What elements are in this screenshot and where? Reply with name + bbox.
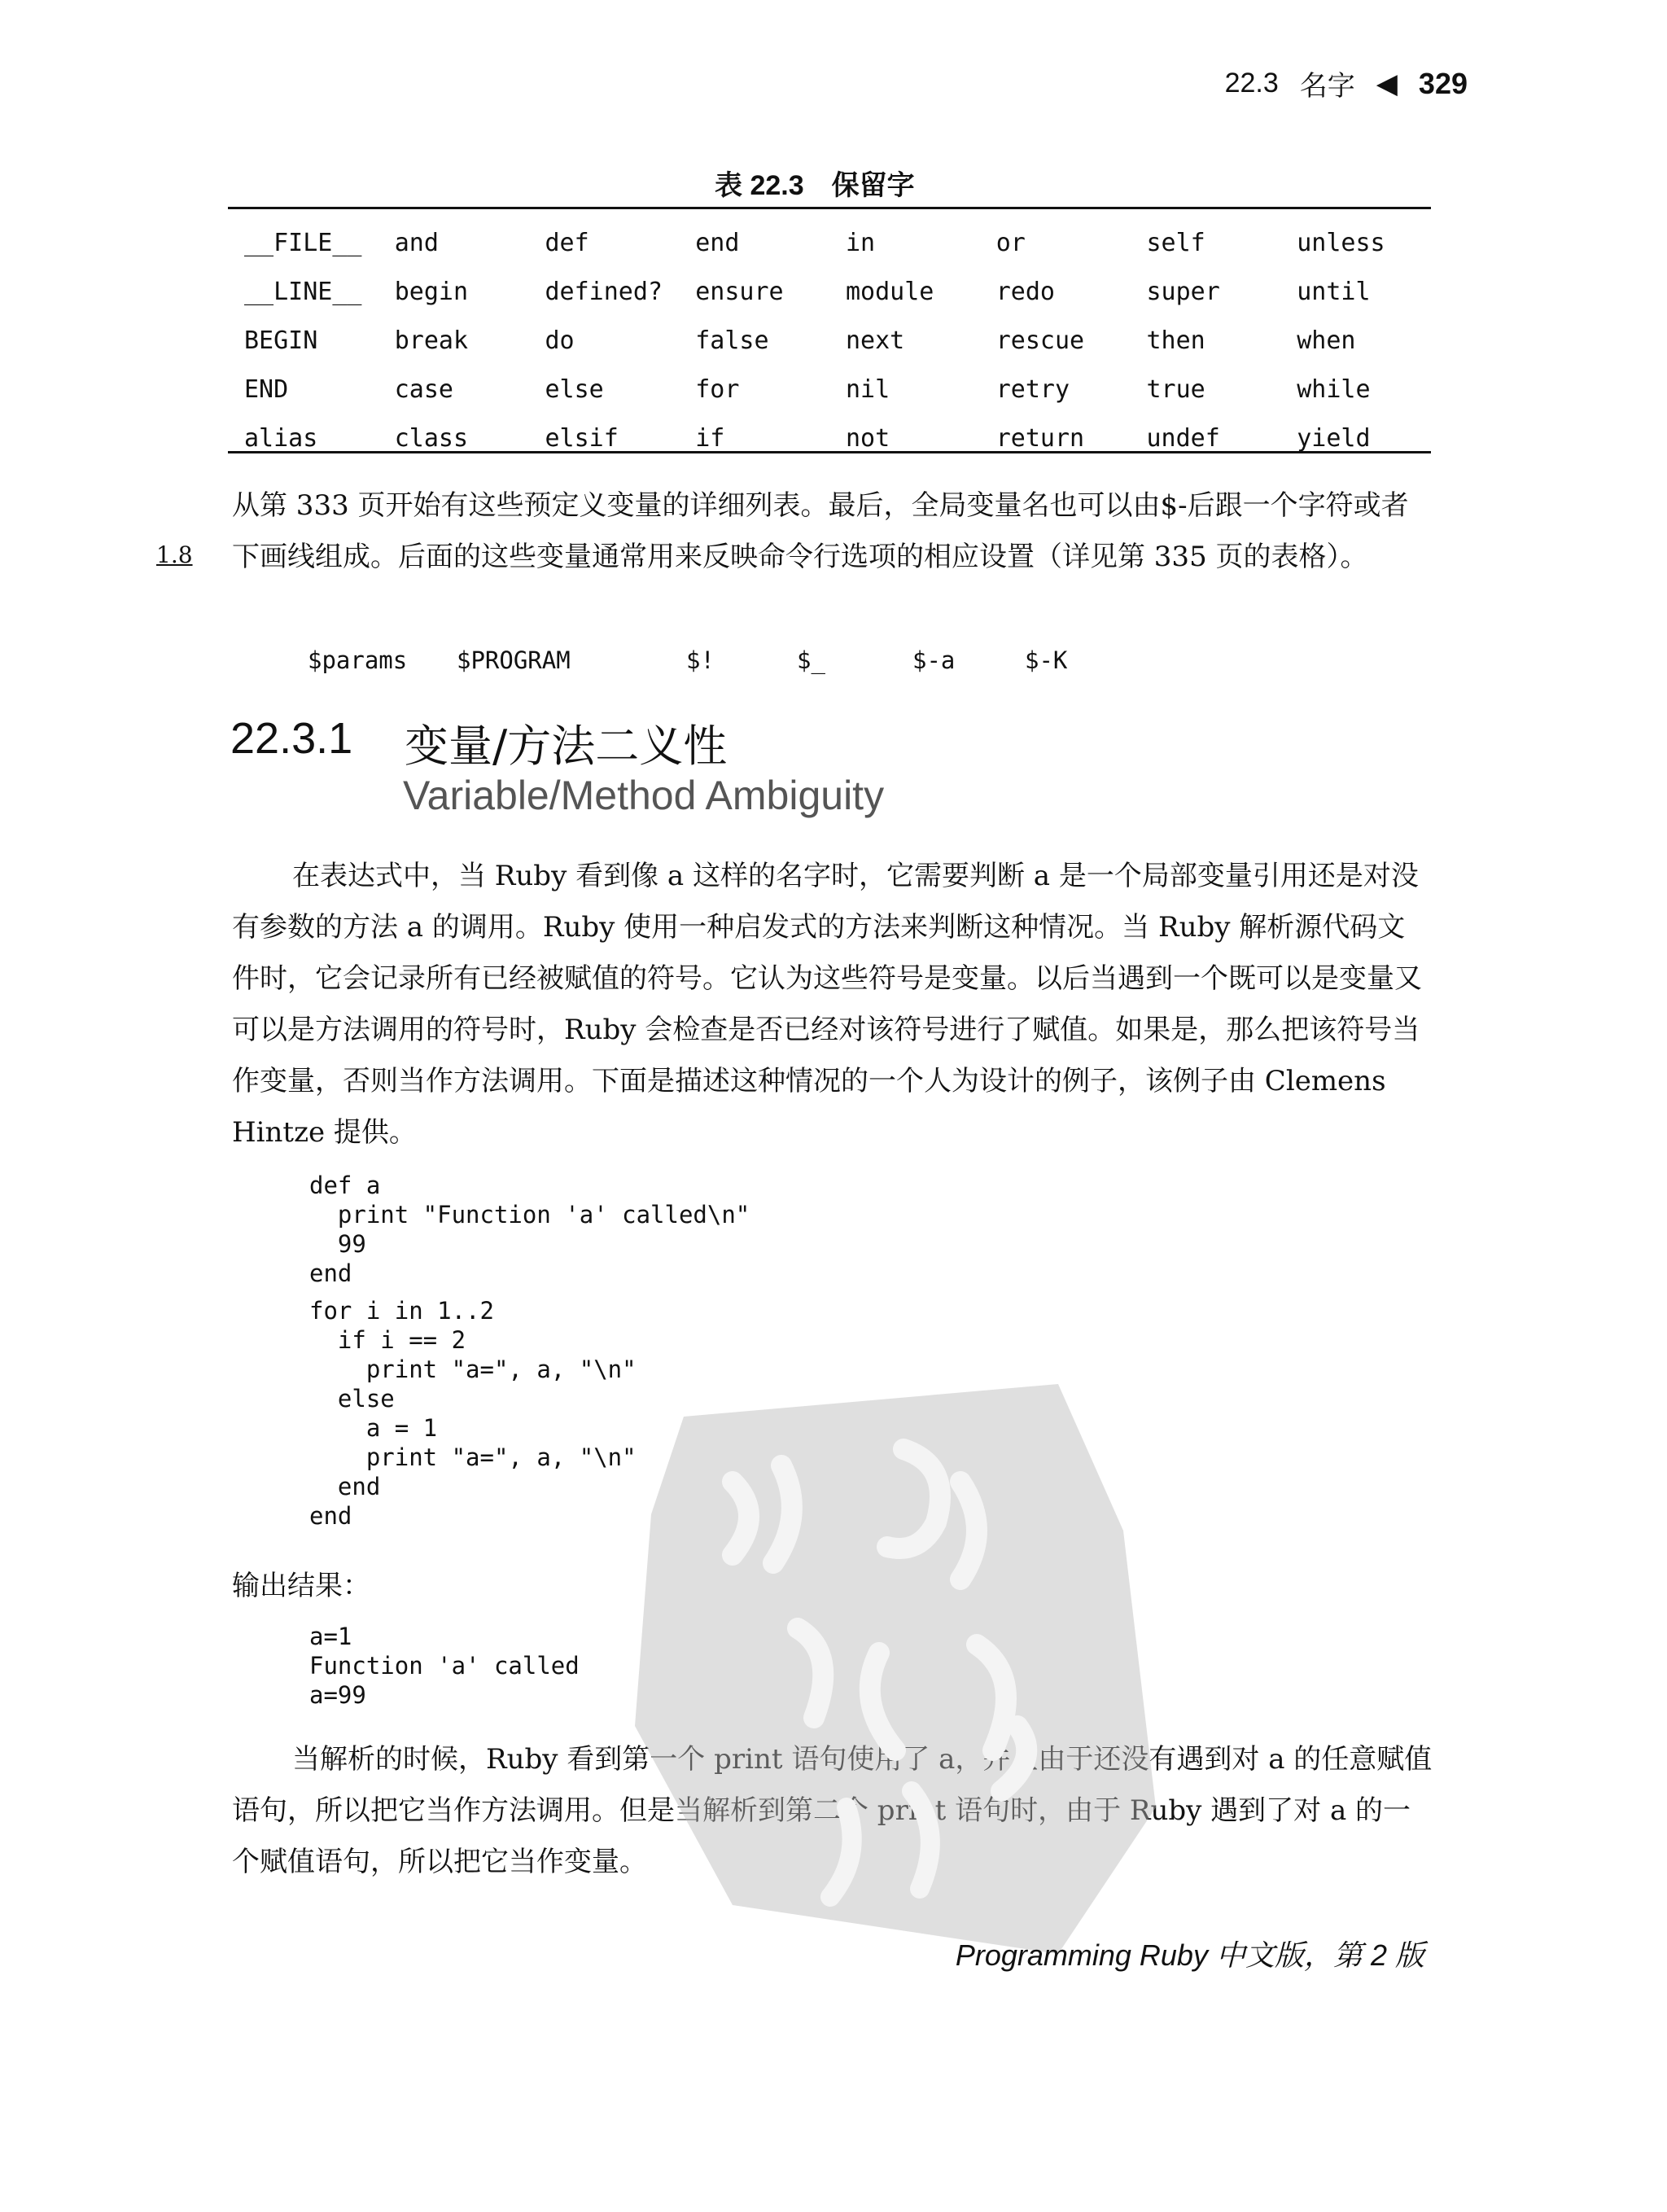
table-cell: when (1297, 326, 1356, 355)
table-cell: and (394, 228, 439, 257)
table-cell: next (846, 326, 905, 355)
table-cell: retry (995, 375, 1070, 404)
code-block-def: def a print "Function 'a' called\n" 99 end (309, 1172, 750, 1287)
table-cell: defined? (545, 277, 663, 306)
table-top-rule (228, 207, 1431, 209)
table-cell: unless (1297, 228, 1385, 257)
seal-watermark (635, 1384, 1156, 1954)
table-cell: BEGIN (244, 326, 318, 355)
table-row (228, 316, 1431, 365)
table-cell: case (394, 375, 453, 404)
var-item: $_ (797, 646, 825, 674)
section-subtitle: Variable/Method Ambiguity (403, 773, 885, 818)
table-cell: begin (394, 277, 469, 306)
table-cell: module (846, 277, 934, 306)
table-cell: else (545, 375, 604, 404)
running-header (1225, 64, 1468, 103)
code-block-output: a=1 Function 'a' called a=99 (309, 1623, 580, 1709)
table-cell: __LINE__ (244, 277, 362, 306)
book-footer: Programming Ruby 中文版，第 2 版 (955, 1938, 1424, 1972)
table-cell: do (545, 326, 575, 355)
table-cell: for (695, 375, 740, 404)
table-cell: super (1146, 277, 1220, 306)
table-caption: 表 22.3 保留字 (715, 170, 915, 201)
table-cell: in (846, 228, 876, 257)
paragraph-explanation: 当解析的时候，Ruby 看到第一个 print 语句使用了 a，并且由于还没有遇到对 a 的任意赋值语句，所以把它当作方法调用。但是当解析到第二个 print 语句时，由于 Ruby 遇到了对 a 的一个赋值语句，所以把它当作变量。 (232, 1743, 1433, 1878)
table-cell: rescue (995, 326, 1085, 355)
table-cell: return (995, 423, 1085, 453)
left-arrow-icon: ◀ (1376, 68, 1398, 99)
code-block-for: for i in 1..2 if i == 2 print "a=", a, "\n" else a = 1 print "a=", a, "\n" end end (309, 1297, 637, 1530)
table-cell: until (1297, 277, 1371, 306)
table-cell: END (244, 375, 289, 404)
table-row (228, 365, 1431, 414)
var-item: $! (686, 646, 715, 674)
section-title: 变量/方法二义性 (405, 721, 728, 772)
table-cell: yield (1297, 423, 1371, 453)
page-number: 329 (1418, 66, 1468, 100)
paragraph-ambiguity: 在表达式中，当 Ruby 看到像 a 这样的名字时，它需要判断 a 是一个局部变量引用还是对没有参数的方法 a 的调用。Ruby 使用一种启发式的方法来判断这种情况。当 Ruby 解析源代码文件时，它会记录所有已经被赋值的符号。它认为这些符号是变量。以后当遇到一个既可以是变量又可以是方法调用的符号时，Ruby 会检查是否已经对该符号进行了赋值。如果是，那么把该符号当作变量，否则当作方法调用。下面是描述这种情况的一个人为设计的例子，该例子由 Clemens Hintze 提供。 (232, 860, 1422, 1149)
table-cell: ensure (695, 277, 784, 306)
margin-note: 1.8 (156, 541, 193, 568)
table-cell: break (394, 326, 469, 355)
var-item: $-a (912, 646, 956, 674)
table-cell: elsif (545, 423, 619, 453)
section-number: 22.3.1 (230, 714, 353, 763)
table-cell: while (1297, 375, 1371, 404)
table-cell: def (545, 228, 589, 257)
table-row (228, 218, 1431, 267)
table-cell: then (1146, 326, 1205, 355)
header-section-name: 名字 (1299, 71, 1355, 102)
header-section: 22.3 (1224, 68, 1279, 99)
table-cell: nil (846, 375, 890, 404)
var-item: $-K (1025, 646, 1068, 674)
table-cell: redo (995, 277, 1055, 306)
table-cell: end (695, 228, 740, 257)
table-cell: not (846, 423, 890, 453)
table-cell: class (394, 423, 469, 453)
table-cell: undef (1146, 423, 1220, 453)
paragraph-predefined-vars: 从第 333 页开始有这些预定义变量的详细列表。最后，全局变量名也可以由$-后跟一个字符或者下画线组成。后面的这些变量通常用来反映命令行选项的相应设置（详见第 335 页的表格）。 (232, 489, 1409, 573)
reserved-words-table (228, 218, 1431, 462)
table-row (228, 414, 1431, 462)
output-label: 输出结果： (232, 1570, 370, 1602)
var-item: $params (308, 646, 408, 674)
table-cell: true (1146, 375, 1205, 404)
table-row (228, 267, 1431, 316)
table-cell: self (1146, 228, 1205, 257)
table-cell: alias (244, 423, 318, 453)
table-cell: __FILE__ (244, 228, 362, 257)
table-cell: or (995, 228, 1026, 257)
table-cell: if (695, 423, 725, 453)
var-item: $PROGRAM (457, 646, 571, 674)
table-cell: false (695, 326, 769, 355)
variables-list (308, 646, 1067, 674)
